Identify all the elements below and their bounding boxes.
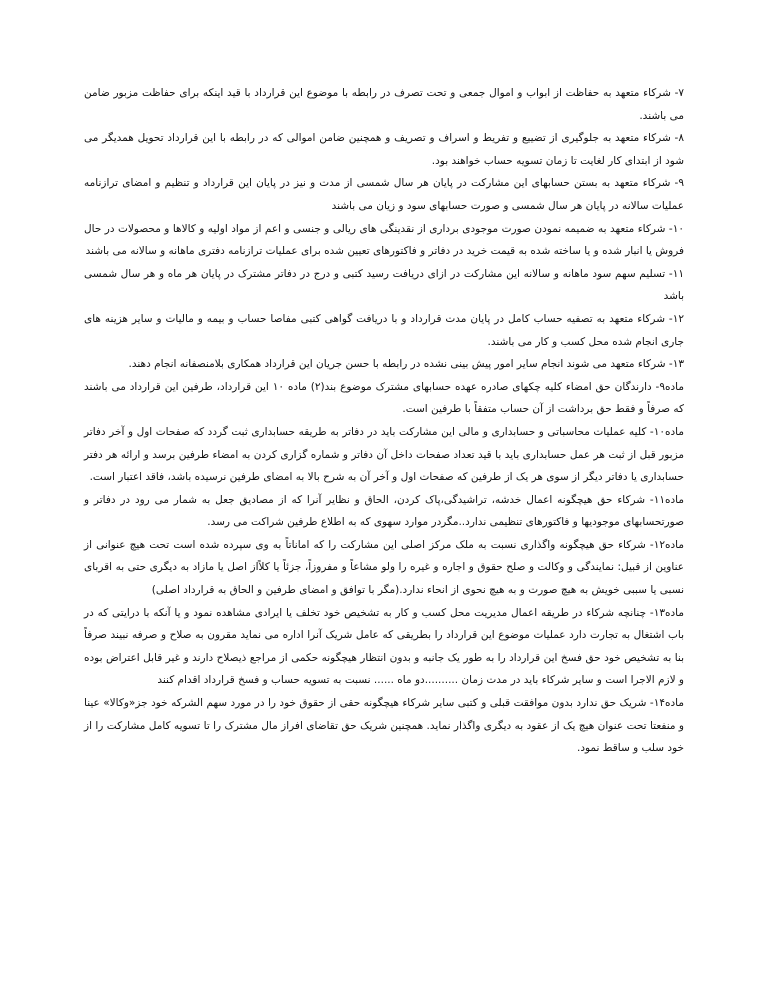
article-9: ماده۹- دارندگان حق امضاء کلیه چکهای صادره عهده حسابهای مشترک موضوع بند(۲) ماده ۱۰ این قرارداد، طرفین این قرارداد می باشند که صرفاً و فقط حق برداشت از آن حساب متفقاً با طرفین است. <box>84 380 684 416</box>
clause-11: ۱۱- تسلیم سهم سود ماهانه و سالانه این مشارکت در ازای دریافت رسید کتبی و درج در دفاتر مشترک در پایان هر ماه و هر سال شمسی باشد <box>84 267 684 303</box>
article-10: ماده۱۰- کلیه عملیات محاسباتی و حسابداری و مالی این مشارکت باید در دفاتر به طریقه حسابداری ثبت گردد که صفحات اول و آخر دفاتر مزبور قبل از ثبت هر عمل حسابداری باید با قید تعداد صفحات داخل آن دفاتر و شماره گزاری کردن به امضاء طرفین برسد و ارائه هر دفتر حسابداری یا دفاتر دیگر از سوی هر یک از طرفین که صفحات اول و آخر آن به شرح بالا به امضای طرفین نرسیده باشد، فاقد اعتبار است. <box>84 425 684 484</box>
article-11: ماده۱۱- شرکاء حق هیچگونه اعمال خدشه، تراشیدگی،پاک کردن، الحاق و نظایر آنرا که از مصادیق جعل به شمار می رود در دفاتر و صورتحسابهای موجودیها و فاکتورهای تنظیمی ندارد..مگردر موارد سهوی که به اطلاع طرفین شراکت می رسد. <box>84 493 684 529</box>
clause-10: ۱۰- شرکاء متعهد به ضمیمه نمودن صورت موجودی برداری از نقدینگی های ریالی و جنسی و اعم از مواد اولیه و کالاها و محصولات در حال فروش یا انبار شده و یا ساخته شده به قیمت خرید در دفاتر و فاکتورهای تعیین شده برای عملیات ترازنامه دفتری ماهانه و سالانه می باشند <box>84 222 684 258</box>
article-13: ماده۱۳- چنانچه شرکاء در طریقه اعمال مدیریت محل کسب و کار به تشخیص خود تخلف یا ایرادی مشاهده نمود و یا آنکه با درایتی که در باب اشتغال به تجارت دارد عملیات موضوع این قرارداد را بطریقی که عامل شریک آنرا اداره می نماید مقرون به صلاح و صرفه نبیند صرفاً بنا به تشخیص خود حق فسخ این قرارداد را به طور یک جانبه و بدون انتظار هیچگونه حکمی از مراجع ذیصلاح دارند و غیر قابل اعتراض بوده و لازم الاجرا است و سایر شرکاء باید در مدت زمان ..........دو ماه ...... نسبت به تسویه حساب و فسخ قرارداد اقدام کنند <box>84 606 684 687</box>
clause-13: ۱۳- شرکاء متعهد می شوند انجام سایر امور پیش بینی نشده در رابطه با حسن جریان این قرارداد همکاری بلامنصفانه انجام دهند. <box>128 358 684 371</box>
clause-12: ۱۲- شرکاء متعهد به تصفیه حساب کامل در پایان مدت قرارداد و با دریافت گواهی کتبی مفاصا حساب و بیمه و مالیات و سایر هزینه های جاری انجام شده محل کسب و کار می باشند. <box>84 312 684 348</box>
document-page <box>84 82 684 760</box>
article-14: ماده۱۴- شریک حق ندارد بدون موافقت قبلی و کتبی سایر شرکاء هیچگونه حقی از حقوق خود را در مورد سهم الشرکه خود جز«وکالا» عینا و منفعتا تحت عنوان هیچ یک از عقود به دیگری واگذار نماید. همچنین شریک حق تقاضای افراز مال مشترک را تا تسویه کامل مشارکت را از خود سلب و ساقط نمود. <box>84 697 684 755</box>
clause-9: ۹- شرکاء متعهد به بستن حسابهای این مشارکت در پایان هر سال شمسی از مدت و نیز در پایان این قرارداد و تنظیم و امضای ترازنامه عملیات سالانه در پایان هر سال شمسی و صورت حسابهای سود و زیان می باشند <box>84 177 684 212</box>
clause-7: ۷- شرکاء متعهد به حفاظت از ابواب و اموال جمعی و تحت تصرف در رابطه با موضوع این قرارداد با قید اینکه برای حفاظت مزبور ضامن می باشند. <box>84 87 684 122</box>
clause-8: ۸- شرکاء متعهد به جلوگیری از تضییع و تفریط و اسراف و تصریف و همچنین ضامن اموالی که در رابطه با این قرارداد تحویل همدیگر می شود از ابتدای کار لغایت تا زمان تسویه حساب خواهند بود. <box>84 132 684 167</box>
article-12: ماده۱۲- شرکاء حق هیچگونه واگذاری نسبت به ملک مرکز اصلی این مشارکت را که اماناتاً به وی سپرده شده است تحت هیچ عنوانی از عناوین از قبیل: نمایندگی و وکالت و صلح حقوق و اجاره و غیره را ولو مشاعاً و مفروزاً، جزئاً یا کلاًاز اصل یا مازاد به دیگری حتی به اقربای نسبی یا سببی خویش به هیچ صورت و به هیچ نحوی از انحاء ندارد.(مگر با توافق و امضای طرفین و الحاق به قرارداد اصلی) <box>84 538 684 597</box>
